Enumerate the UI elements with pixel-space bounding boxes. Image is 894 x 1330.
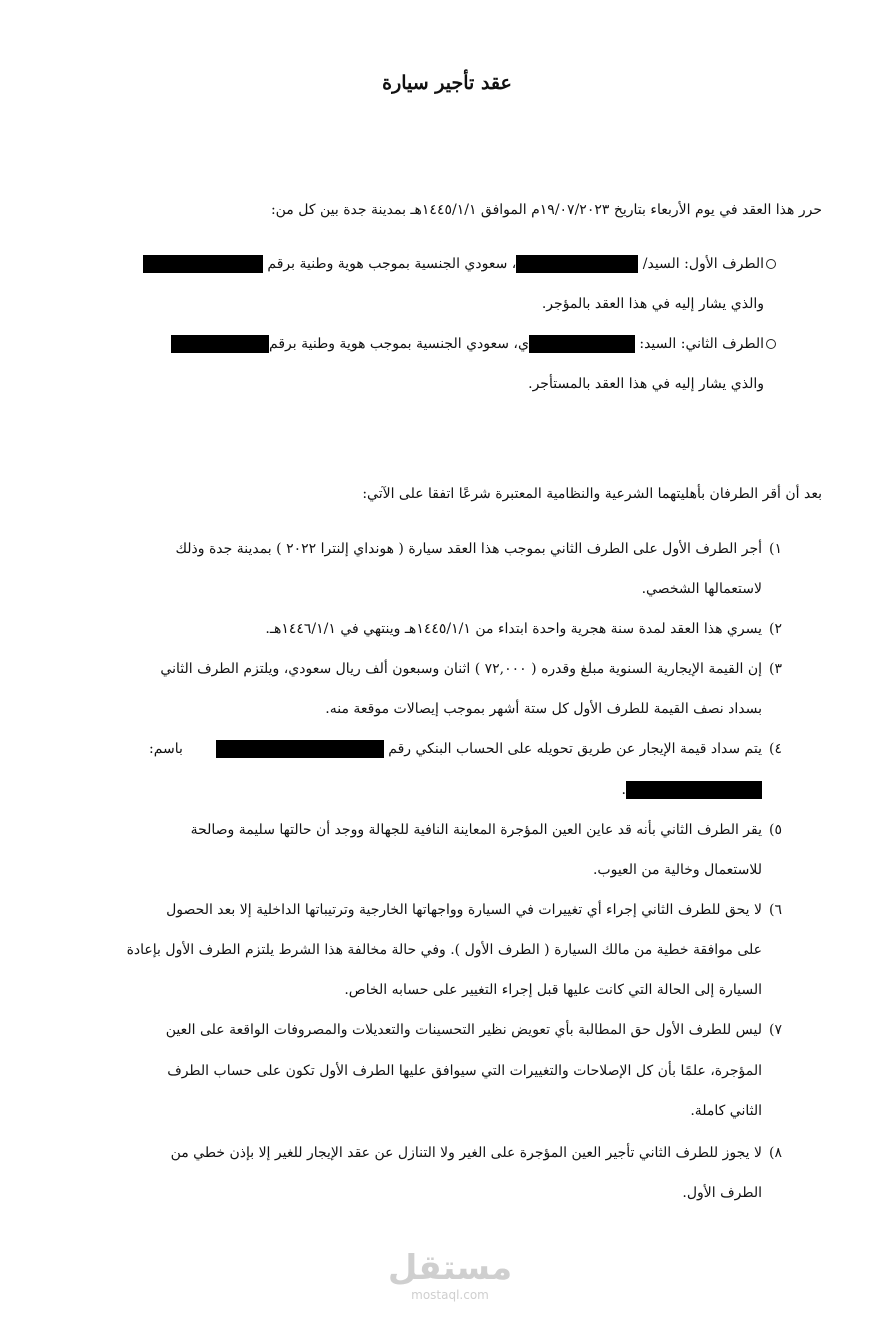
party2-bullet-icon xyxy=(766,339,776,349)
party1-bullet-icon xyxy=(766,259,776,269)
clause-8-line-1: لا يجوز للطرف الثاني تأجير العين المؤجرة على الغير ولا التنازل عن عقد الإيجار للغير إلا بإذن خطي من xyxy=(170,1145,762,1161)
clause-6-line-1: لا يحق للطرف الثاني إجراء أي تغييرات في السيارة وواجهاتها الخارجية وترتيباتها الداخلية إلا بعد الحصول xyxy=(166,902,762,918)
intro-paragraph: حرر هذا العقد في يوم الأربعاء بتاريخ ١٩/٠٧/٢٠٢٣م الموافق ١٤٤٥/١/١هـ بمدينة جدة بين كل من: xyxy=(270,202,822,218)
clause-number: ٤) xyxy=(769,741,782,757)
party1-line1 xyxy=(80,252,764,276)
clause-6-line-3: السيارة إلى الحالة التي كانت عليها قبل إجراء التغيير على حسابه الخاص. xyxy=(344,982,762,998)
clause-5-line-1: يقر الطرف الثاني بأنه قد عاين العين المؤجرة المعاينة النافية للجهالة ووجد أن حالتها سليمة وصالحة xyxy=(190,822,762,838)
clause-6-line-2: على موافقة خطية من مالك السيارة ( الطرف الأول ). وفي حالة مخالفة هذا الشرط يلتزم الطرف الأول بإعادة xyxy=(126,942,762,958)
clause-1-line-1: أجر الطرف الأول على الطرف الثاني بموجب هذا العقد سيارة ( هونداي إلنترا ٢٠٢٢ ) بمدينة جدة وذلك xyxy=(175,541,762,557)
agreement-intro: بعد أن أقر الطرفان بأهليتهما الشرعية والنظامية المعتبرة شرعًا اتفقا على الآتي: xyxy=(362,486,822,502)
clause-4-line-2 xyxy=(104,778,762,802)
clause-number: ٨) xyxy=(769,1145,782,1161)
clause-3-line-1: إن القيمة الإيجارية السنوية مبلغ وقدره ( ٧٢,٠٠٠ ) اثنان وسبعون ألف ريال سعودي، ويلتزم الطرف الثاني xyxy=(160,661,762,677)
party1-line2: والذي يشار إليه في هذا العقد بالمؤجر. xyxy=(541,296,764,312)
party2-line1 xyxy=(80,332,764,356)
clause-number: ٣) xyxy=(769,661,782,677)
clause-number: ٦) xyxy=(769,902,782,918)
party2-nationality-text: ي، سعودي الجنسية بموجب هوية وطنية برقم xyxy=(269,336,529,352)
clause-7-line-1: ليس للطرف الأول حق المطالبة بأي تعويض نظير التحسينات والتعديلات والمصروفات الواقعة على العين xyxy=(165,1022,762,1038)
clause-2-line-1: يسري هذا العقد لمدة سنة هجرية واحدة ابتداء من ١٤٤٥/١/١هـ وينتهي في ١٤٤٦/١/١هـ. xyxy=(265,621,762,637)
party1-nationality-text: ، سعودي الجنسية بموجب هوية وطنية برقم xyxy=(267,256,517,272)
party2-name-redaction xyxy=(529,335,635,353)
clause-7-line-2: المؤجرة، علمًا بأن كل الإصلاحات والتغييرات التي سيوافق عليها الطرف الأول تكون على حساب الطرف xyxy=(167,1063,762,1079)
mostaql-watermark-logo xyxy=(380,1248,520,1312)
party2-line2: والذي يشار إليه في هذا العقد بالمستأجر. xyxy=(528,376,764,392)
clause-3-line-2: بسداد نصف القيمة للطرف الأول كل ستة أشهر بموجب إيصالات موقعة منه. xyxy=(325,701,762,717)
party1-id-redaction xyxy=(143,255,263,273)
clause-4-line-1 xyxy=(104,737,762,761)
watermark-sub-text: mostaql.com xyxy=(411,1288,489,1302)
clause-4-text: يتم سداد قيمة الإيجار عن طريق تحويله على الحساب البنكي رقم xyxy=(388,741,762,757)
clause-4-period: . xyxy=(621,782,626,798)
party2-label: الطرف الثاني: السيد: xyxy=(639,336,764,352)
clause-7-line-3: الثاني كاملة. xyxy=(690,1103,762,1119)
contract-title: عقد تأجير سيارة xyxy=(382,72,512,94)
clause-number: ٧) xyxy=(769,1022,782,1038)
clause-5-line-2: للاستعمال وخالية من العيوب. xyxy=(592,862,762,878)
clause-4-name-label: باسم: xyxy=(148,741,183,757)
clause-1-line-2: لاستعمالها الشخصي. xyxy=(641,581,762,597)
account-holder-redaction xyxy=(626,781,762,799)
clause-number: ١) xyxy=(769,541,782,557)
bank-account-redaction xyxy=(216,740,384,758)
watermark-main-text: مستقل xyxy=(387,1248,513,1288)
party1-label: الطرف الأول: السيد/ xyxy=(642,256,764,272)
clause-number: ٢) xyxy=(769,621,782,637)
clause-number: ٥) xyxy=(769,822,782,838)
party1-name-redaction xyxy=(516,255,638,273)
party2-id-redaction xyxy=(171,335,269,353)
clause-8-line-2: الطرف الأول. xyxy=(682,1185,762,1201)
